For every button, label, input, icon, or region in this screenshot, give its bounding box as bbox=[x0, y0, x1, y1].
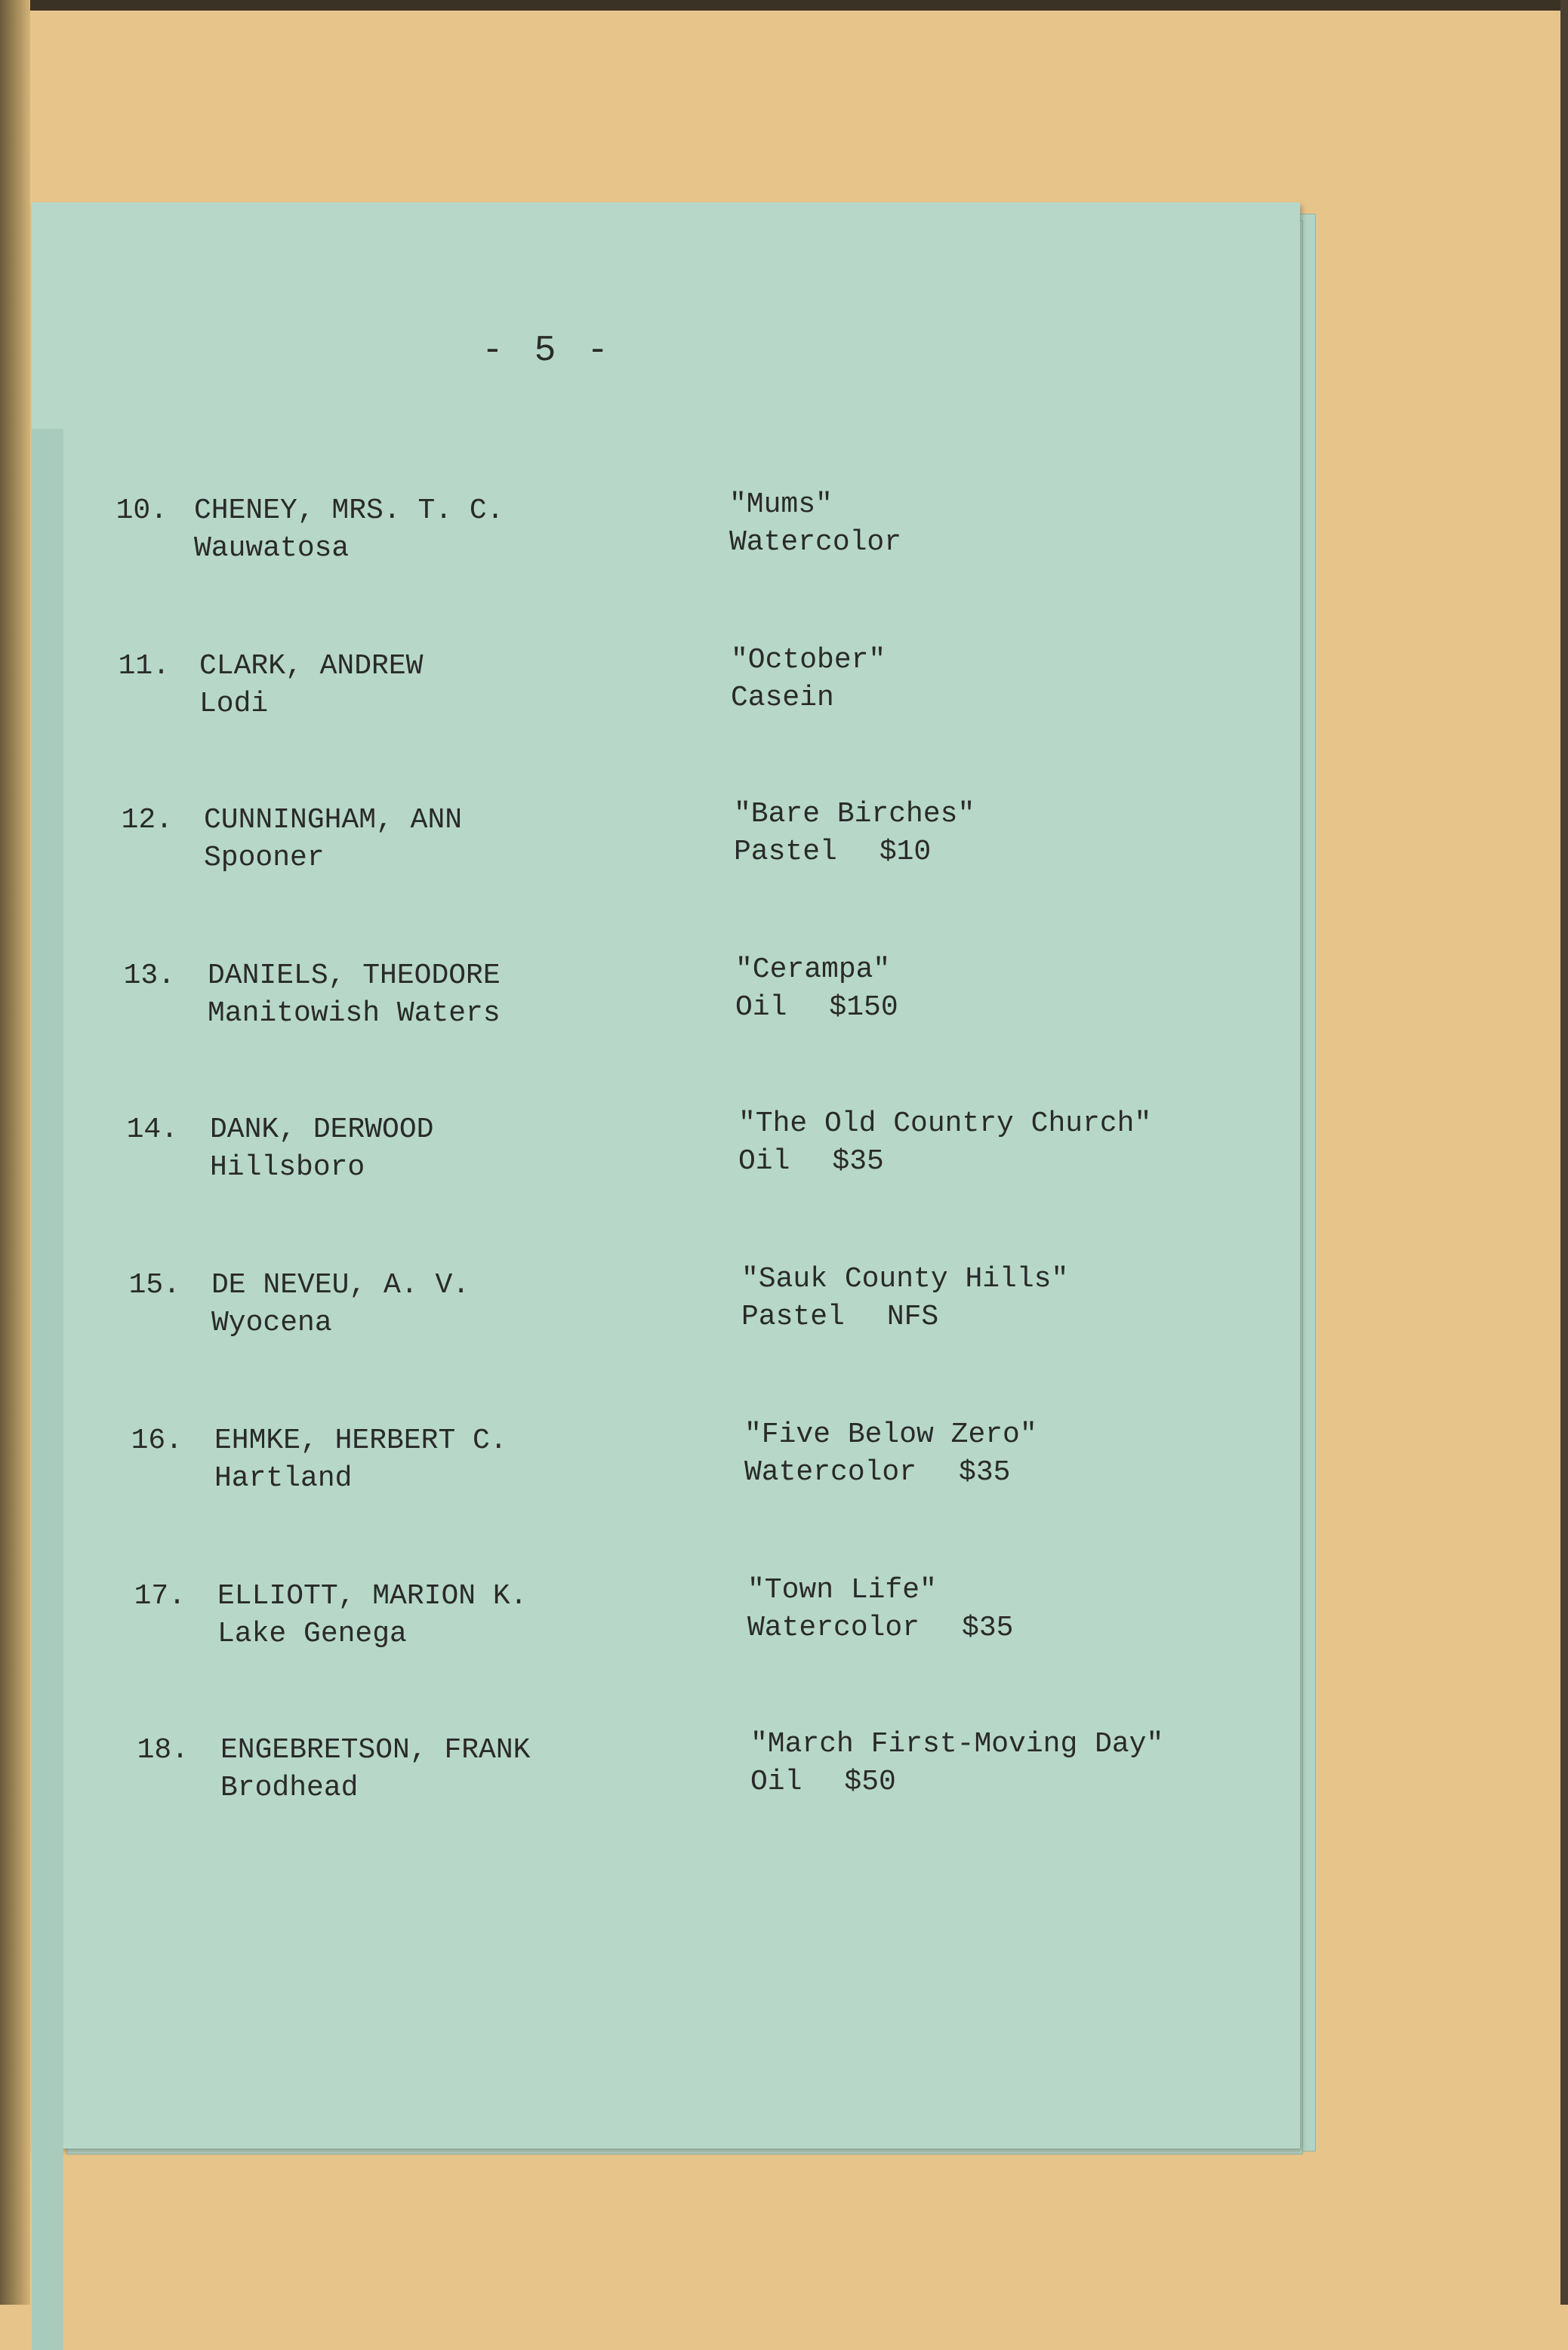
artwork-medium-line bbox=[731, 679, 886, 717]
catalog-entry bbox=[32, 798, 1300, 892]
artist-block bbox=[199, 648, 423, 723]
artwork-medium: Oil bbox=[750, 1766, 802, 1798]
entry-number: 15. bbox=[128, 1269, 180, 1301]
artwork-block bbox=[735, 951, 898, 1027]
entry-number: 13. bbox=[123, 959, 175, 992]
artist-block bbox=[220, 1732, 530, 1807]
artwork-block bbox=[747, 1572, 1013, 1647]
artwork-medium: Pastel bbox=[734, 836, 837, 868]
artwork-medium-line bbox=[750, 1763, 1163, 1801]
backing-top-edge bbox=[0, 0, 1568, 11]
artwork-medium-line bbox=[729, 524, 944, 562]
artwork-medium-line bbox=[734, 833, 975, 871]
entry-number: 10. bbox=[116, 494, 168, 527]
catalog-entry bbox=[32, 1107, 1300, 1202]
artwork-price: NFS bbox=[886, 1301, 939, 1333]
artwork-title: "October" bbox=[731, 644, 886, 676]
artwork-title: "Mums" bbox=[729, 488, 833, 521]
artist-name: ELLIOTT, MARION K. bbox=[217, 1580, 528, 1612]
artist-block bbox=[214, 1422, 507, 1498]
catalog-entry bbox=[32, 1418, 1300, 1513]
artist-block bbox=[211, 1267, 470, 1342]
artist-name: DANIELS, THEODORE bbox=[208, 959, 501, 992]
artist-name: DANK, DERWOOD bbox=[210, 1113, 434, 1146]
artwork-price: $35 bbox=[959, 1456, 1011, 1489]
artwork-medium: Oil bbox=[738, 1145, 790, 1178]
artist-city: Lodi bbox=[199, 688, 269, 720]
artist-city: Hartland bbox=[214, 1462, 353, 1495]
artwork-title: "March First-Moving Day" bbox=[750, 1728, 1164, 1760]
artist-name: DE NEVEU, A. V. bbox=[211, 1269, 470, 1301]
artwork-medium-line bbox=[744, 1454, 1037, 1492]
artwork-price: $10 bbox=[879, 836, 932, 868]
catalog-entry bbox=[32, 953, 1300, 1048]
catalog-entry bbox=[32, 488, 1300, 583]
artist-block bbox=[204, 802, 462, 877]
artwork-medium-line bbox=[741, 1298, 1068, 1336]
artist-block bbox=[194, 492, 504, 568]
artist-city: Wyocena bbox=[211, 1307, 332, 1339]
artwork-medium: Watercolor bbox=[747, 1612, 920, 1644]
artwork-price: $50 bbox=[844, 1766, 896, 1798]
artwork-price: $150 bbox=[829, 991, 898, 1024]
artwork-block bbox=[729, 486, 944, 562]
artist-city: Spooner bbox=[204, 842, 325, 874]
artwork-medium-line bbox=[735, 989, 898, 1027]
artist-name: EHMKE, HERBERT C. bbox=[214, 1424, 507, 1457]
artwork-medium: Oil bbox=[735, 991, 787, 1024]
artwork-title: "The Old Country Church" bbox=[738, 1107, 1152, 1140]
artist-block bbox=[210, 1111, 433, 1187]
artwork-title: "Sauk County Hills" bbox=[741, 1263, 1069, 1295]
artist-name: ENGEBRETSON, FRANK bbox=[220, 1734, 531, 1766]
artist-city: Brodhead bbox=[220, 1772, 359, 1804]
artwork-medium: Watercolor bbox=[744, 1456, 917, 1489]
entry-number: 14. bbox=[126, 1113, 178, 1146]
artwork-block bbox=[734, 796, 975, 871]
artwork-title: "Cerampa" bbox=[735, 953, 891, 986]
artist-name: CUNNINGHAM, ANN bbox=[204, 804, 463, 836]
artist-city: Lake Genega bbox=[217, 1618, 407, 1650]
catalog-entry bbox=[32, 1574, 1300, 1668]
artwork-title: "Five Below Zero" bbox=[744, 1418, 1037, 1451]
backing-right-edge bbox=[1560, 0, 1568, 2305]
artwork-block bbox=[738, 1105, 1151, 1181]
artwork-medium: Watercolor bbox=[729, 526, 902, 559]
entry-number: 11. bbox=[118, 650, 170, 682]
page-number: - 5 - bbox=[482, 331, 614, 371]
artwork-price: $35 bbox=[962, 1612, 1014, 1644]
artwork-price: $35 bbox=[832, 1145, 884, 1178]
artwork-medium: Pastel bbox=[741, 1301, 845, 1333]
artwork-medium-line bbox=[747, 1609, 1013, 1647]
catalog-entry bbox=[32, 1728, 1300, 1822]
artwork-title: "Bare Birches" bbox=[734, 798, 975, 830]
artist-block bbox=[208, 957, 501, 1033]
entry-number: 17. bbox=[134, 1580, 186, 1612]
artwork-block bbox=[744, 1416, 1037, 1492]
artist-block bbox=[217, 1578, 527, 1653]
artist-name: CLARK, ANDREW bbox=[199, 650, 424, 682]
catalog-entry bbox=[32, 1263, 1300, 1357]
artwork-medium: Casein bbox=[731, 682, 834, 714]
entry-number: 16. bbox=[131, 1424, 183, 1457]
artist-city: Wauwatosa bbox=[194, 532, 350, 565]
artwork-title: "Town Life" bbox=[747, 1574, 937, 1606]
catalog-entry bbox=[32, 644, 1300, 738]
catalog-page bbox=[32, 202, 1300, 2148]
entry-number: 18. bbox=[137, 1734, 189, 1766]
artwork-block bbox=[741, 1261, 1068, 1336]
artist-city: Hillsboro bbox=[210, 1151, 365, 1184]
artist-city: Manitowish Waters bbox=[208, 997, 501, 1030]
artist-name: CHENEY, MRS. T. C. bbox=[194, 494, 504, 527]
entry-number: 12. bbox=[121, 804, 173, 836]
artwork-block bbox=[731, 642, 886, 717]
artwork-block bbox=[750, 1726, 1163, 1801]
artwork-medium-line bbox=[738, 1143, 1151, 1181]
binding-shadow bbox=[0, 0, 30, 2305]
